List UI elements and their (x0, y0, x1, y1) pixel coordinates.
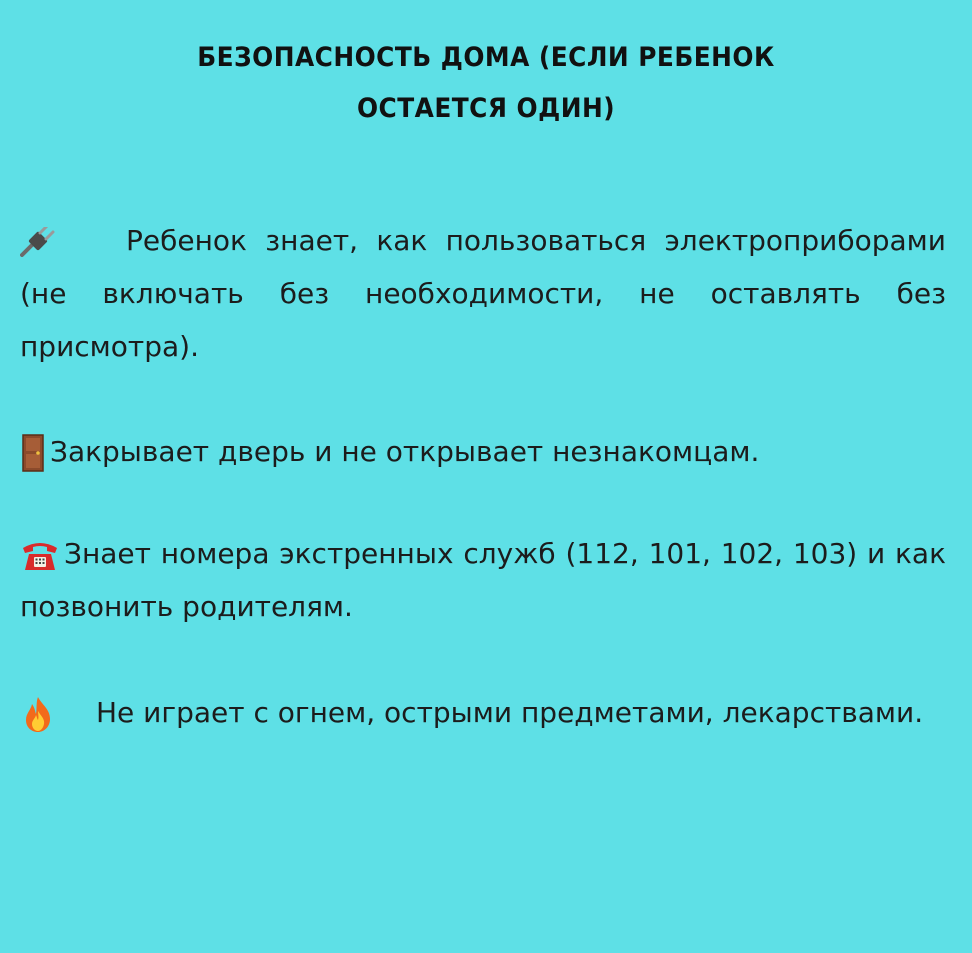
telephone-icon (20, 538, 60, 572)
fire-icon (20, 695, 56, 733)
list-item-text: Знает номера экстренных служб (112, 101, 102, 103) и как позвонить родителям. (20, 537, 946, 623)
door-icon (20, 434, 46, 472)
page-title: БЕЗОПАСНОСТЬ ДОМА (ЕСЛИ РЕБЕНОК ОСТАЕТСЯ ОДИН) (197, 42, 775, 124)
list-item-text: Закрывает дверь и не открывает незнакомцам. (50, 435, 760, 468)
list-item-fire (20, 686, 946, 739)
electric-plug-icon (20, 227, 60, 257)
list-item-phone (20, 527, 946, 633)
list-item-text: Ребенок знает, как пользоваться электроприборами (не включать без необходимости, не оставлять без присмотра). (20, 224, 946, 363)
list-item-door (20, 425, 946, 478)
list-item-electricity (20, 214, 946, 373)
list-item-text: Не играет с огнем, острыми предметами, лекарствами. (96, 696, 924, 729)
